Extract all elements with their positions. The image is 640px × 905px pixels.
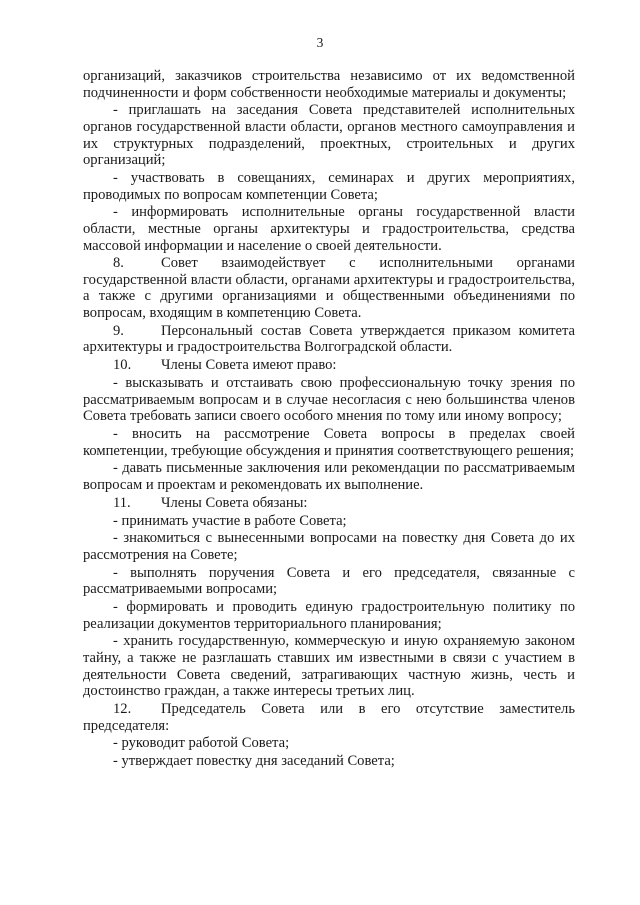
paragraph-text: Персональный состав Совета утверждается приказом комитета архитектуры и градостроительства Волгоградской области. <box>83 322 575 356</box>
numbered-paragraph <box>83 323 575 356</box>
paragraph-number: 11. <box>113 494 131 511</box>
paragraph-text: - руководит работой Совета; <box>113 735 290 752</box>
paragraph <box>83 530 575 563</box>
paragraph-text: - знакомиться с вынесенными вопросами на повестку дня Совета до их рассмотрения на Совете; <box>83 530 575 563</box>
paragraph-text: - давать письменные заключения или рекомендации по рассматриваемым вопросам и проектам и рекомендовать их выполнение. <box>83 460 575 493</box>
paragraph <box>83 170 575 203</box>
paragraph-text: - приглашать на заседания Совета представителей исполнительных органов государственной власти области, органов местного самоуправления и их структурных подразделений, проектных, строительных и других организаций; <box>83 102 575 169</box>
paragraph-text: - выполнять поручения Совета и его председателя, связанные с рассматриваемыми вопросами; <box>83 564 575 598</box>
paragraph-number: 10. <box>113 357 132 374</box>
paragraph-text: - информировать исполнительные органы государственной власти области, местные органы архитектуры и градостроительства, средства массовой информации и население о своей деятельности. <box>83 204 575 254</box>
paragraph <box>83 753 575 770</box>
document-body <box>83 68 575 771</box>
paragraph <box>83 565 575 598</box>
page-number: 3 <box>316 35 324 50</box>
paragraph-text: Совет взаимодействует с исполнительными органами государственной власти области, органами архитектуры и градостроительства, а также с другими организациями и общественными объединениями по вопросам, входящим в компетенцию Совета. <box>83 255 575 322</box>
paragraph <box>83 375 575 425</box>
paragraph-number: 8. <box>113 255 124 272</box>
paragraph-text: - утверждает повестку дня заседаний Совета; <box>113 753 395 770</box>
paragraph-text: Члены Совета имеют право: <box>161 357 337 374</box>
paragraph <box>83 599 575 632</box>
paragraph <box>83 204 575 254</box>
paragraph <box>83 426 575 459</box>
paragraph-text: - высказывать и отстаивать свою профессиональную точку зрения по рассматриваемым вопросам и в случае несогласия с нею большинства членов Совета требовать записи своего особого мнения по тому или иному вопросу; <box>83 375 575 425</box>
numbered-paragraph <box>83 357 575 374</box>
numbered-paragraph <box>83 701 575 734</box>
paragraph-text: Председатель Совета или в его отсутствие заместитель председателя: <box>83 700 575 734</box>
paragraph <box>83 460 575 493</box>
paragraph-number: 12. <box>113 700 132 717</box>
paragraph <box>83 513 575 530</box>
paragraph-text: - хранить государственную, коммерческую и иную охраняемую законом тайну, а также не разглашать ставших им известными в связи с участием в деятельности Совета сведений, затрагивающих частную жизнь, честь и достоинство граждан, а также интересы третьих лиц. <box>83 633 575 700</box>
paragraph <box>83 102 575 168</box>
paragraph-text: - участвовать в совещаниях, семинарах и других мероприятиях, проводимых по вопросам компетенции Совета; <box>83 169 575 203</box>
paragraph-text: - принимать участие в работе Совета; <box>113 512 347 529</box>
paragraph <box>83 68 575 101</box>
paragraph <box>83 735 575 752</box>
paragraph-text: организаций, заказчиков строительства независимо от их ведомственной подчиненности и форм собственности необходимые материалы и документы; <box>83 68 575 101</box>
paragraph-text: - формировать и проводить единую градостроительную политику по реализации документов территориального планирования; <box>83 599 575 632</box>
paragraph-text: Члены Совета обязаны: <box>161 494 308 511</box>
paragraph <box>83 633 575 699</box>
paragraph-number: 9. <box>113 322 124 339</box>
numbered-paragraph <box>83 255 575 321</box>
paragraph-text: - вносить на рассмотрение Совета вопросы в пределах своей компетенции, требующие обсуждения и принятия соответствующего решения; <box>83 425 575 459</box>
numbered-paragraph <box>83 495 575 512</box>
